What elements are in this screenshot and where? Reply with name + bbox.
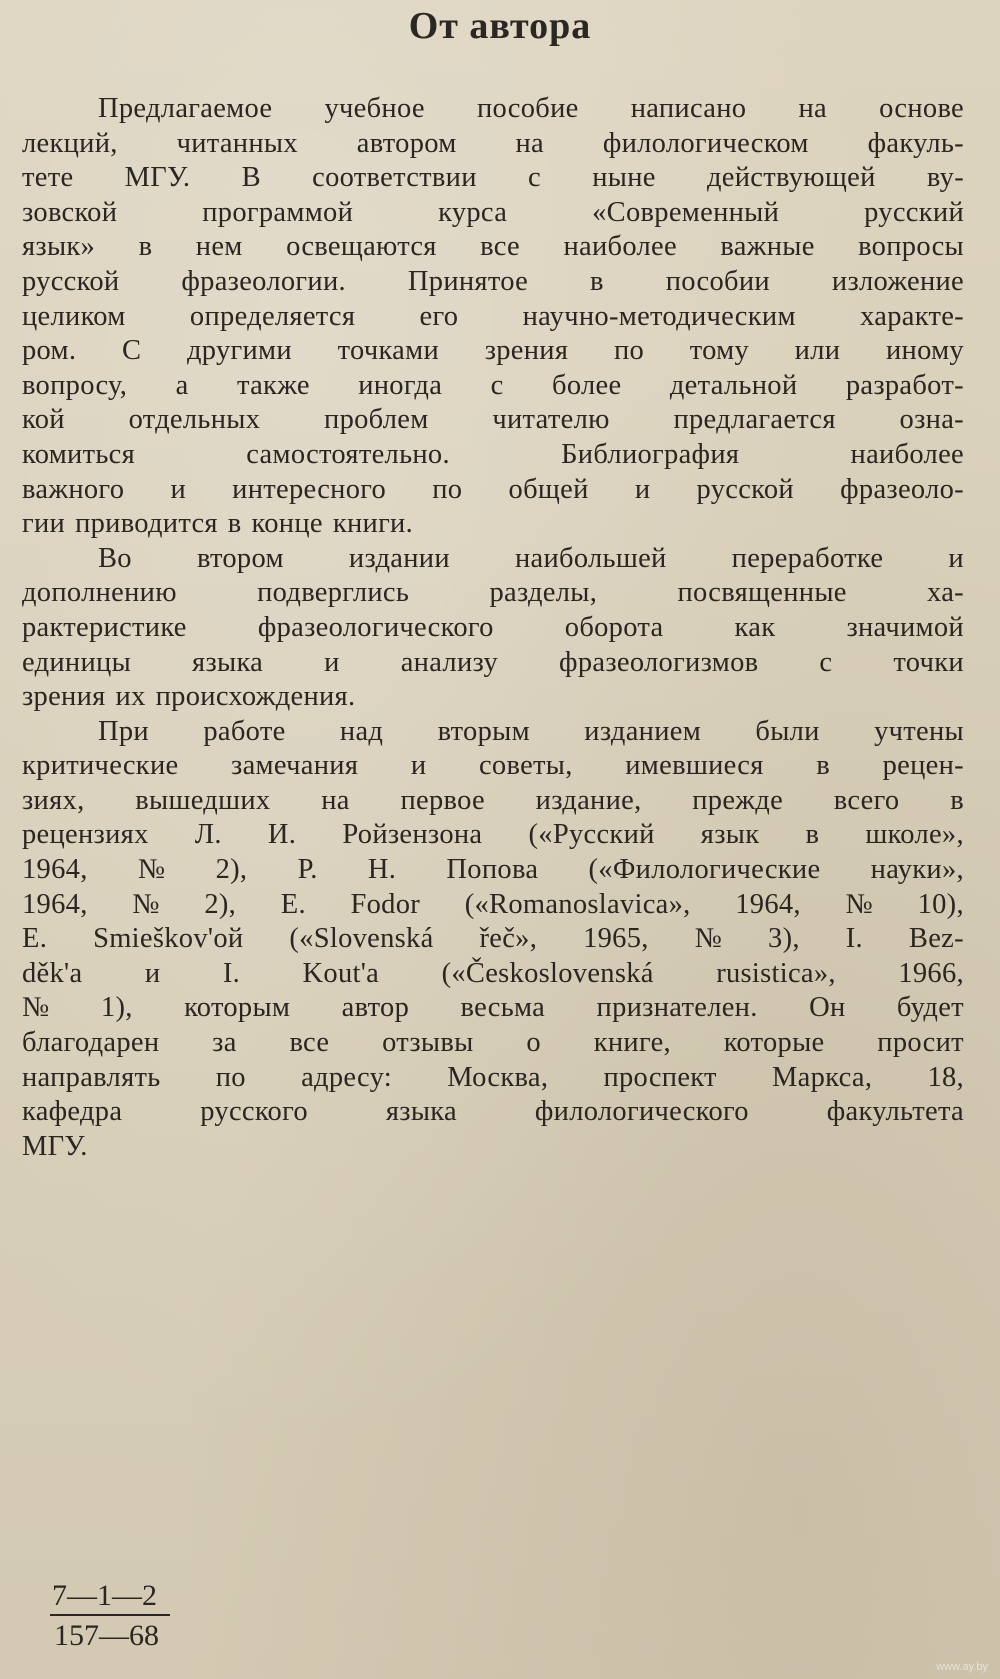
text-line: кой отдельных проблем читателю предлагается озна- xyxy=(22,404,964,436)
text-line: зовской программой курса «Современный русский xyxy=(22,196,964,228)
text-line: кафедра русского языка филологического факультета xyxy=(22,1096,964,1128)
watermark: www.ay.by xyxy=(936,1661,988,1673)
paragraph xyxy=(22,542,964,715)
text-line: зрения их происхождения. xyxy=(22,681,356,713)
page-title: От автора xyxy=(408,5,592,47)
text-line: děk'a и I. Kout'a («Československá rusistica», 1966, xyxy=(22,957,964,989)
text-line: 1964, № 2), E. Fodor («Romanoslavica», 1964, № 10), xyxy=(22,888,964,920)
text-line: единицы языка и анализу фразеологизмов с точки xyxy=(22,646,964,678)
text-line: Во втором издании наибольшей переработке и xyxy=(98,542,964,574)
text-line: зиях, вышедших на первое издание, прежде всего в xyxy=(22,784,964,816)
text-line: При работе над вторым изданием были учтены xyxy=(98,715,964,747)
text-line: рактеристике фразеологического оборота как значимой xyxy=(22,611,964,643)
text-line: МГУ. xyxy=(22,1130,88,1162)
text-line: дополнению подверглись разделы, посвященные ха- xyxy=(22,577,964,609)
text-line: лекций, читанных автором на филологическом факуль- xyxy=(22,127,964,159)
text-line: гии приводится в конце книги. xyxy=(22,508,414,540)
text-line: целиком определяется его научно-методическим характе- xyxy=(22,300,964,332)
text-line: важного и интересного по общей и русской фразеоло- xyxy=(22,473,964,505)
text-line: ром. С другими точками зрения по тому или иному xyxy=(22,335,964,367)
paragraph xyxy=(22,715,964,1165)
text-line: рецензиях Л. И. Ройзензона («Русский язык в школе», xyxy=(22,819,964,851)
text-line: 1964, № 2), Р. Н. Попова («Филологические науки», xyxy=(22,854,964,886)
publication-index xyxy=(50,1578,185,1656)
text-line: Предлагаемое учебное пособие написано на основе xyxy=(98,93,964,124)
text-line: благодарен за все отзывы о книге, которые просит xyxy=(22,1027,964,1059)
text-line: направлять по адресу: Москва, проспект Маркса, 18, xyxy=(22,1061,964,1093)
index-numerator: 7—1—2 xyxy=(50,1578,170,1616)
text-line: комиться самостоятельно. Библиография наиболее xyxy=(22,438,964,470)
paragraph xyxy=(22,92,964,542)
text-line: русской фразеологии. Принятое в пособии изложение xyxy=(22,265,964,297)
text-line: тете МГУ. В соответствии с ныне действующей ву- xyxy=(22,162,964,194)
text-line: № 1), которым автор весьма признателен. Он будет xyxy=(22,992,964,1024)
text-line: критические замечания и советы, имевшиеся в рецен- xyxy=(22,750,964,782)
text-line: язык» в нем освещаются все наиболее важные вопросы xyxy=(22,231,964,263)
index-denominator: 157—68 xyxy=(54,1619,159,1652)
text-line: E. Smieškov'oй («Slovenská řeč», 1965, № 3), I. Bez- xyxy=(22,923,964,955)
text-line: вопросу, а также иногда с более детальной разработ- xyxy=(22,369,964,401)
body-text xyxy=(22,92,964,1164)
